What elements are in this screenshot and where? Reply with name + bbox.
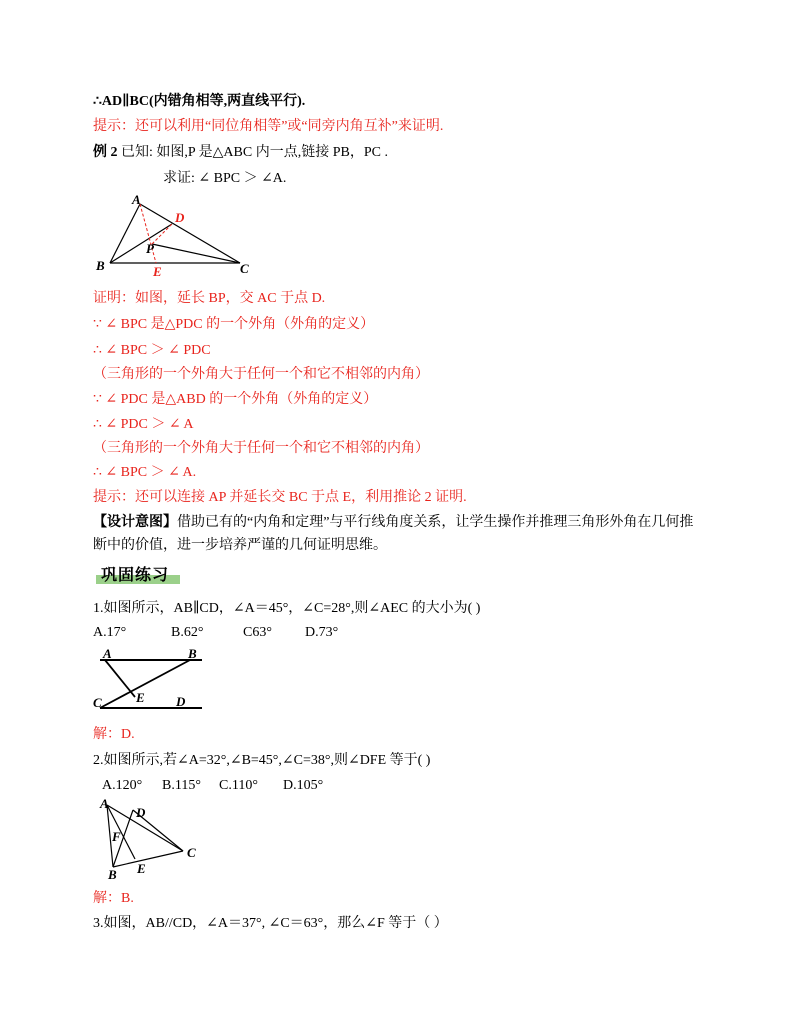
example-2-stem bbox=[93, 144, 388, 162]
design-intent-line-2: 断中的价值，进一步培养严谨的几何证明思维。 bbox=[93, 538, 387, 553]
q1-option-d: D.73° bbox=[305, 625, 339, 640]
design-intent-line-1 bbox=[93, 514, 693, 532]
q2-option-c: C.110° bbox=[219, 778, 258, 793]
label-C: C bbox=[187, 845, 196, 860]
label-E: E bbox=[153, 264, 162, 279]
question-3-stem: 3.如图，AB//CD，∠A＝37°, ∠C＝63°，那么∠F 等于（ ） bbox=[93, 916, 448, 931]
hint-line-2: 提示：还可以连接 AP 并延长交 BC 于点 E，利用推论 2 证明. bbox=[93, 490, 467, 505]
question-2-answer: 解：B. bbox=[93, 891, 134, 906]
conclusion-line: ∴AD∥BC(内错角相等,两直线平行). bbox=[93, 94, 306, 109]
label-B: B bbox=[188, 646, 197, 661]
label-E: E bbox=[137, 861, 146, 876]
question-2-options bbox=[102, 777, 323, 795]
question-1-stem: 1.如图所示，AB∥CD，∠A＝45°，∠C=28°,则∠AEC 的大小为( ) bbox=[93, 601, 481, 616]
q2-option-a: A.120° bbox=[102, 778, 143, 793]
figure-parallel-lines bbox=[90, 644, 210, 716]
proof-line-1: 证明：如图，延长 BP，交 AC 于点 D. bbox=[93, 291, 326, 306]
q1-option-a: A.17° bbox=[93, 625, 127, 640]
question-2-stem: 2.如图所示,若∠A=32°,∠B=45°,∠C=38°,则∠DFE 等于( ) bbox=[93, 753, 431, 768]
proof-line-3: ∴ ∠ BPC ＞ ∠ PDC bbox=[93, 343, 211, 358]
label-B: B bbox=[108, 867, 117, 882]
label-A: A bbox=[100, 797, 109, 811]
label-D: D bbox=[136, 805, 146, 820]
example-2-text: 已知: 如图,P 是△ABC 内一点,链接 PB，PC . bbox=[117, 145, 388, 160]
q1-option-b: B.62° bbox=[171, 625, 204, 640]
figure-triangle-abc bbox=[90, 190, 260, 282]
design-intent-text-1: 借助已有的“内角和定理”与平行线角度关系，让学生操作并推理三角形外角在几何推 bbox=[177, 515, 694, 530]
question-1-options bbox=[93, 624, 338, 642]
proof-line-2: ∵ ∠ BPC 是△PDC 的一个外角（外角的定义） bbox=[93, 317, 375, 332]
hint-line-1: 提示：还可以利用“同位角相等”或“同旁内角互补”来证明. bbox=[93, 119, 444, 134]
design-intent-label: 【设计意图】 bbox=[93, 515, 177, 530]
proof-line-6: ∴ ∠ PDC ＞ ∠ A bbox=[93, 417, 194, 432]
proof-line-4: （三角形的一个外角大于任何一个和它不相邻的内角） bbox=[93, 367, 429, 382]
label-D: D bbox=[176, 694, 186, 709]
label-D: D bbox=[175, 210, 185, 225]
q2-option-d: D.105° bbox=[283, 778, 324, 793]
q2-option-b: B.115° bbox=[162, 778, 201, 793]
proof-line-7: （三角形的一个外角大于任何一个和它不相邻的内角） bbox=[93, 441, 429, 456]
label-A: A bbox=[103, 646, 112, 661]
proof-line-5: ∵ ∠ PDC 是△ABD 的一个外角（外角的定义） bbox=[93, 392, 378, 407]
label-P: P bbox=[146, 241, 154, 256]
section-heading: 巩固练习 bbox=[101, 565, 170, 584]
label-B: B bbox=[96, 258, 105, 273]
question-1-answer: 解：D. bbox=[93, 727, 135, 742]
prove-statement: 求证: ∠ BPC ＞ ∠A. bbox=[163, 171, 287, 186]
q1-option-c: C63° bbox=[243, 625, 272, 640]
label-A: A bbox=[132, 192, 141, 207]
label-F: F bbox=[112, 829, 121, 844]
label-C: C bbox=[93, 695, 102, 710]
figure-triangle-def bbox=[95, 797, 205, 883]
proof-line-8: ∴ ∠ BPC ＞ ∠ A. bbox=[93, 465, 197, 480]
label-C: C bbox=[240, 261, 249, 276]
example-2-label: 例 2 bbox=[93, 145, 118, 160]
label-E: E bbox=[136, 690, 145, 705]
